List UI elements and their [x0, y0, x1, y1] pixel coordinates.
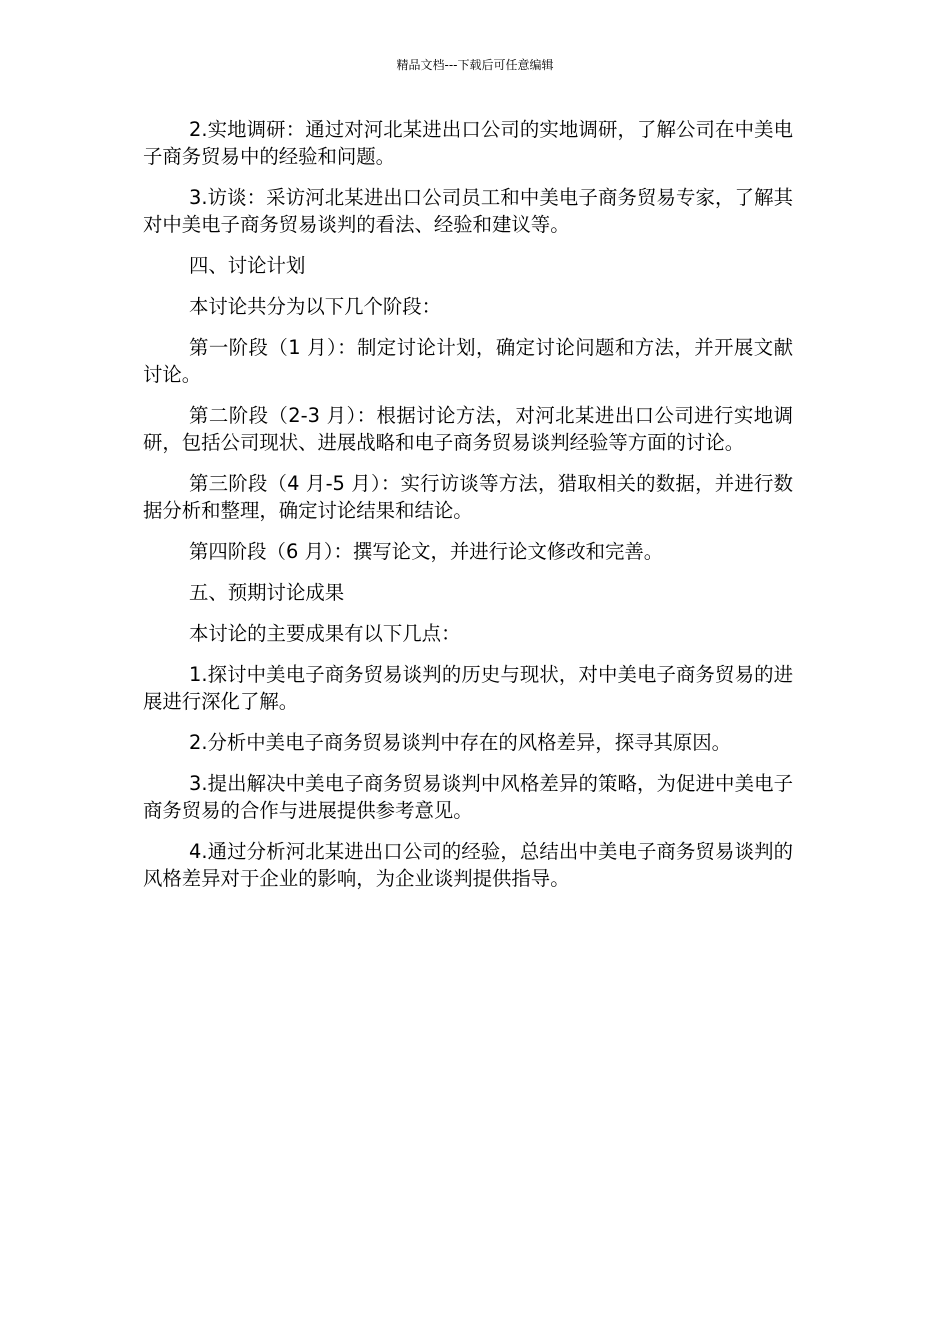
- paragraph-results-intro: 本讨论的主要成果有以下几点：: [189, 622, 461, 645]
- paragraph-stage-2: 第二阶段（2-3 月）：根据讨论方法，对河北某进出口公司进行实地调研，包括公司现状、进展战略和电子商务贸易谈判经验等方面的讨论。: [143, 404, 793, 454]
- section-heading-results: 五、预期讨论成果: [189, 581, 345, 604]
- paragraph-field-research: 2.实地调研：通过对河北某进出口公司的实地调研，了解公司在中美电子商务贸易中的经验和问题。: [143, 118, 793, 168]
- paragraph-result-3: 3.提出解决中美电子商务贸易谈判中风格差异的策略，为促进中美电子商务贸易的合作与进展提供参考意见。: [143, 772, 793, 822]
- paragraph-plan-intro: 本讨论共分为以下几个阶段：: [189, 295, 442, 318]
- paragraph-stage-1: 第一阶段（1 月）：制定讨论计划，确定讨论问题和方法，并开展文献讨论。: [143, 336, 793, 386]
- paragraph-result-4: 4.通过分析河北某进出口公司的经验，总结出中美电子商务贸易谈判的风格差异对于企业的影响，为企业谈判提供指导。: [143, 840, 793, 890]
- section-heading-plan: 四、讨论计划: [189, 254, 306, 277]
- document-body: [143, 116, 793, 906]
- paragraph-result-2: 2.分析中美电子商务贸易谈判中存在的风格差异，探寻其原因。: [189, 731, 732, 754]
- paragraph-stage-4: 第四阶段（6 月）：撰写论文，并进行论文修改和完善。: [189, 540, 664, 563]
- paragraph-result-1: 1.探讨中美电子商务贸易谈判的历史与现状，对中美电子商务贸易的进展进行深化了解。: [143, 663, 793, 713]
- page-header: 精品文档---下载后可任意编辑: [396, 58, 554, 72]
- paragraph-interview: 3.访谈：采访河北某进出口公司员工和中美电子商务贸易专家，了解其对中美电子商务贸易谈判的看法、经验和建议等。: [143, 186, 793, 236]
- paragraph-stage-3: 第三阶段（4 月-5 月）：实行访谈等方法，猎取相关的数据，并进行数据分析和整理，确定讨论结果和结论。: [143, 472, 793, 522]
